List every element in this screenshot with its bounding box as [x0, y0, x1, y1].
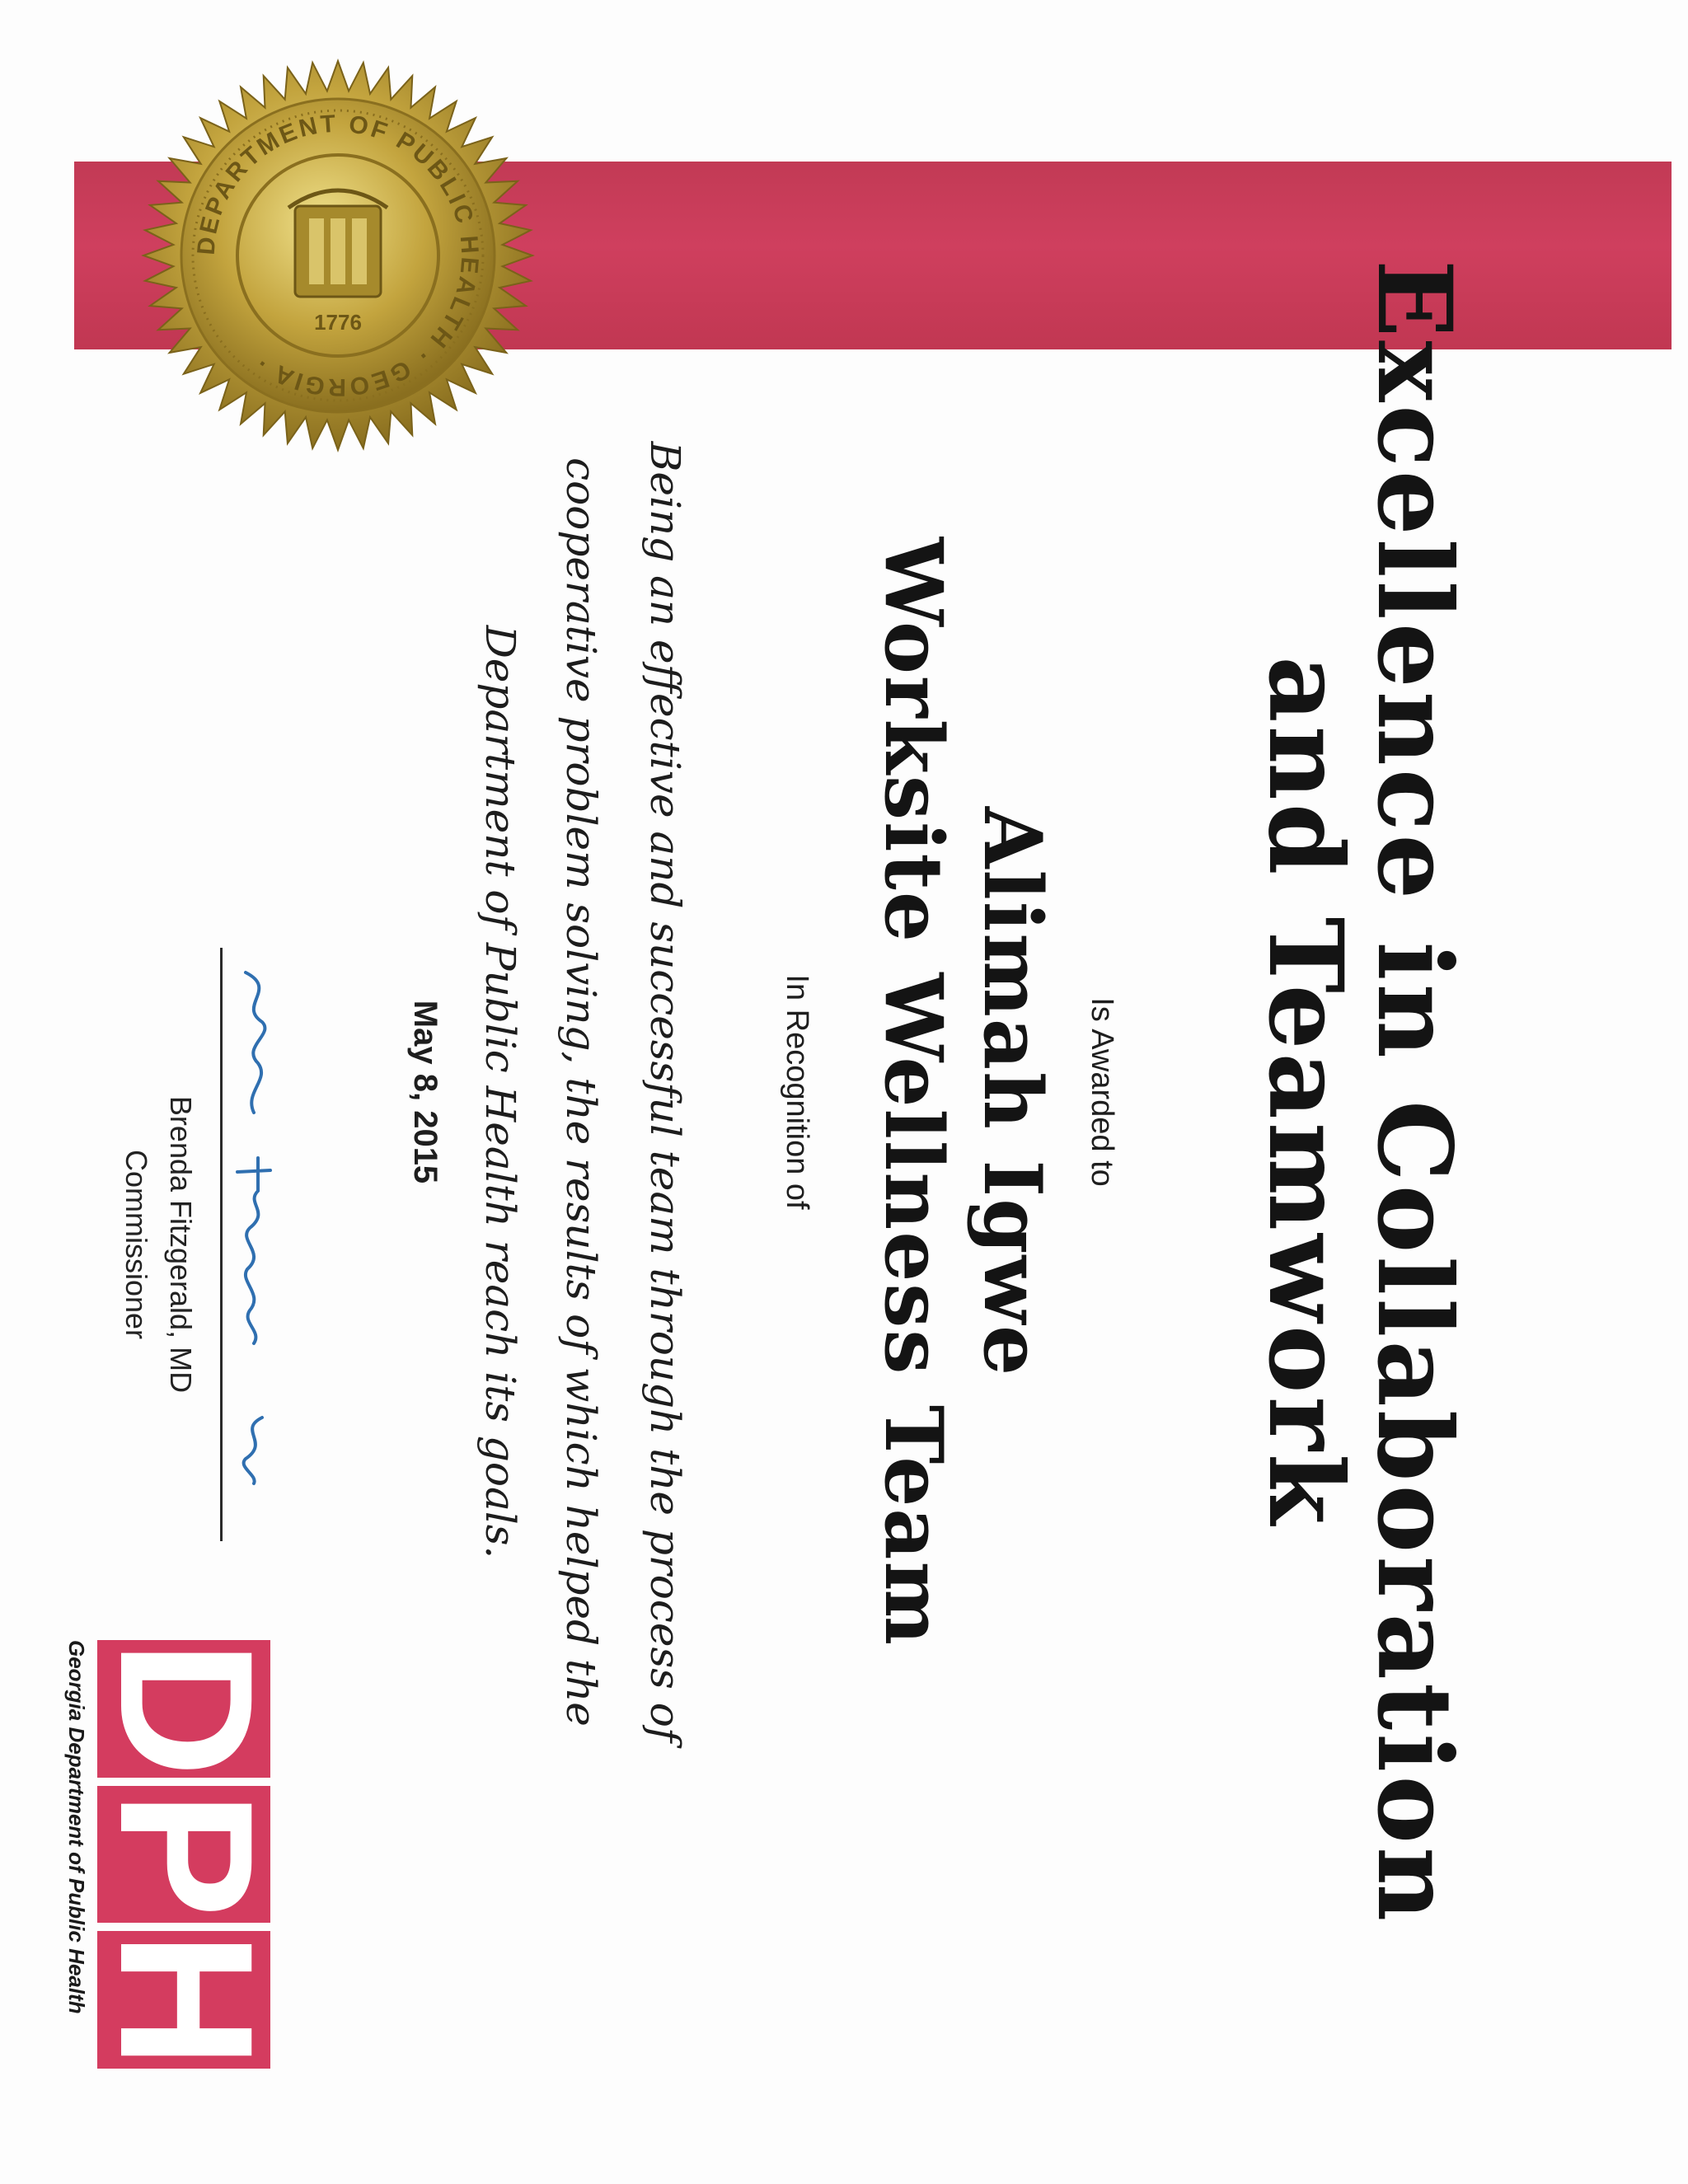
certificate-title-line-1: Excellence in Collaboration [1354, 259, 1474, 1925]
logo-letter-d: D [81, 1640, 293, 1778]
certificate-title-line-2: and Teamwork [1245, 656, 1365, 1528]
awarded-label: Is Awarded to [1085, 997, 1119, 1187]
handwritten-signature [221, 956, 295, 1533]
signature-line [220, 948, 223, 1541]
logo-letter-p: P [81, 1791, 293, 1918]
signer-title: Commissioner [120, 1149, 153, 1340]
logo-caption: Georgia Department of Public Health [64, 1640, 89, 2014]
award-date: May 8, 2015 [407, 1000, 443, 1184]
recipient-team: Worksite Wellness Team [867, 537, 960, 1647]
seal-year: 1776 [314, 310, 362, 335]
dph-logo [23, 1640, 293, 2069]
recognition-label: In Recognition of [780, 974, 814, 1210]
signer-name: Brenda Fitzgerald, MD [164, 1095, 198, 1394]
recipient-name: Alimah Igwe [966, 806, 1059, 1378]
description-line-3: Department of Public Health reach its goals. [476, 625, 524, 1559]
description-line-1: Being an effective and successful team through the process of [641, 441, 689, 1743]
seal-text: DEPARTMENT OF PUBLIC HEALTH · GEORGIA · [192, 110, 484, 401]
logo-letter-h: H [81, 1931, 293, 2069]
description-line-2: cooperative problem solving, the results of which helped the [557, 457, 605, 1727]
